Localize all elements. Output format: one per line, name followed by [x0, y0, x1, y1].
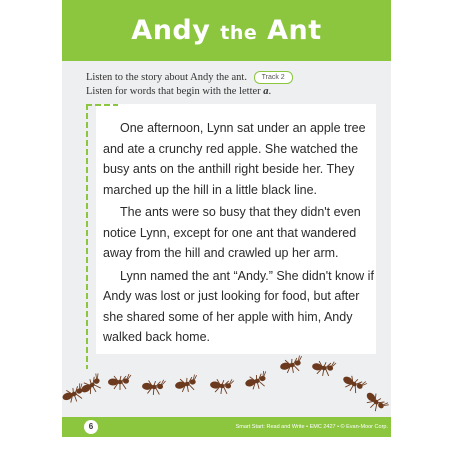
story-paragraph: Lynn named the ant “Andy.” She didn't know if Andy was lost or just looking for food, but after she shared some of her apple with him, Andy walked back home.	[103, 268, 374, 344]
story-paragraph: One afternoon, Lynn sat under an apple tree and ate a crunchy red apple. She watched the busy ants on the anthill right beside her. They marched up the hill in a little black line.	[103, 121, 366, 197]
story-dashed-border-top	[86, 104, 118, 106]
instruction-line-1	[86, 70, 293, 85]
instruction-text: Listen to the story about Andy the ant.	[86, 72, 247, 83]
ant-icon	[209, 376, 234, 395]
audio-track-badge[interactable]: Track 2	[254, 71, 293, 84]
title-word-the: the	[220, 22, 258, 44]
ant-icon	[141, 378, 165, 396]
page-title	[62, 15, 391, 49]
page-number: 6	[84, 420, 98, 434]
story-text	[103, 118, 378, 350]
instruction-text: Listen for words that begin with the letter	[86, 86, 264, 97]
story-paragraph: The ants were so busy that they didn't even notice Lynn, except for one ant that wandered away from the hill and crawled up her arm.	[103, 205, 361, 260]
instruction-line-2	[86, 84, 271, 99]
ant-icon	[108, 374, 131, 390]
instruction-punctuation: .	[268, 86, 272, 97]
ant-icon	[279, 355, 304, 375]
title-banner	[62, 0, 391, 61]
ant-trail-illustration	[62, 350, 391, 420]
ant-icon	[174, 374, 199, 394]
target-letter: a	[263, 86, 269, 97]
ant-icon	[311, 358, 336, 378]
ant-icon	[243, 370, 269, 391]
story-dashed-border-left	[86, 104, 88, 369]
title-word-ant: Ant	[267, 15, 322, 46]
title-word-andy: Andy	[131, 15, 211, 46]
ant-icon	[362, 388, 390, 416]
ant-icon	[340, 371, 368, 396]
footer-credit: Smart Start: Read and Write • EMC 2427 • © Evan-Moor Corp.	[235, 424, 388, 430]
